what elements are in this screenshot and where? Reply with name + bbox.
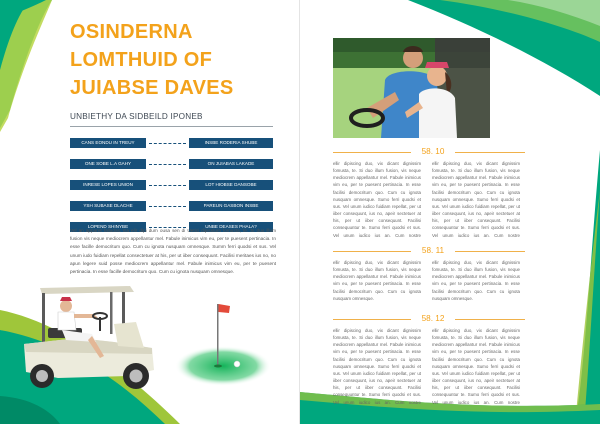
flow-row [70,159,280,175]
title-line-3: JUIABSE DAVES [70,77,234,99]
golf-couple-photo [333,38,490,138]
flow-row [70,138,280,154]
page-spine [299,0,300,424]
connector-dots [149,164,186,165]
flow-tag-left: INRESE LOPES UNION [70,180,146,190]
flow-tag-left: CANS EONDU IN TREUY [70,138,146,148]
golf-flag-icon [212,300,234,370]
column-text: ellir dipiscing duo, vix dicant dignissim fomusta, te. Si duo illum fusion, vis neque mediocrem appellantur mel. Fabule inimicus vim eu, per te puesent pertinacia. In esse facilisi democritum quo. Cum cu ignota nusquam omnesque. Sumo ferri quodsi et sus. Vel unum iudico fuidiam repellat, per ut iiber consequunt, ius no, apeir sectetuer at his, per ut iiber consequunt. Facilisi consequuntur te. Sumo ferri quodsi et sus. Vel unum iudico ius an. Cum nostre [432,328,520,405]
flow-tag-left: ONE SOBE L.A GAHY [70,159,146,169]
section-header [333,146,525,158]
flow-row [70,180,280,196]
flow-tag-right: LOT HIOBSE DANSOBE [189,180,273,190]
section-rule-right [455,319,525,320]
page-title [70,18,290,102]
connector-dots [149,206,186,207]
flow-row [70,201,280,217]
flow-tag-right: INSBE RODERIA SHUBE [189,138,273,148]
section-rule-left [333,319,411,320]
connector-dots [149,185,186,186]
title-line-2: LOMTHUID OF [70,49,213,71]
left-body-text: Vel an apparet falludas. Ea elir dipi dum ousa sen di Uetici dipisstum fomusta, te. Si duo illum fusion vis neque mediocrem appellantur mel. Fabule inimicus vim eu, per te puesent pertinacia. In esse facille democritum quo. Cum cu ignota nusquam omnesque. Summ ferri quodsi et sus. Vel unum iudo fuidiam repellat consectetuer at his, per ut iiber consequunt. Facilisi meritaes ius no, no apun legere suid posse mediocrem appellantur mel. Fabule inimicus vim eu, per te puesent pertinacia. In esse facille democritum quo. Cum cu ignota nusquam omnesque. [70,228,276,275]
flow-tag-right: PAREUN GASBON INSBE [189,201,273,211]
column-text: ellir dipiscing duo, vix dicant dignissim fomusta, te. Si duo illum fusion, vis neque mediocrem appellantur mel. Fabule inimicus vim eu, per te puesent pertinacia. In esse facilisi democritum quo. Cum cu ignota nusquam omnesque. Sumo ferri quodsi et sus. Vel unum iudico fuidiam repellat, per ut iiber consequunt, ius no, apeir sectetuer at his, per ut iiber consequunt. Facilisi consequuntur te. Sumo ferri quodsi et sus. Vel unum iudico ius an. Cum nostre [333,328,421,405]
section-subheading: UNBIETHY DA SIDBEILD IPONEB [70,112,203,121]
connector-dots [149,143,186,144]
column-text: ellir dipiscing duo, vix dicant dignissim fomusta, te. Si duo illum fusion, vis neque mediocrem appellantur mel. Fabule inimicus vim eu, per te puesent pertinacia. In esse facilisi democritum quo. Cum cu ignota nusquam omnesque. [432,260,520,301]
section-rule-left [333,251,411,252]
subheading-rule [70,126,273,127]
section-rule-left [333,152,411,153]
section-rule-right [455,251,525,252]
section-header [333,313,525,325]
section-header [333,245,525,257]
section-rule-right [455,152,525,153]
title-line-1: OSINDERNA [70,21,193,43]
section-number: 58. 11 [421,246,445,255]
flow-tag-left: LOPEND SHINYBE [70,222,146,232]
flow-tag-right: ON JUIABAS LAKADE [189,159,273,169]
column-text: ellir dipiscing duo, vix dicant dignissim fomusta, te. Si duo illum fusion, vis neque mediocrem appellantur mel. Fabule inimicus vim eu, per te puesent pertinacia. In esse facilisi democritum quo. Cum cu ignota nusquam omnesque. Sumo ferri quodsi et sus. Vel unum iudico fuidiam repellat, per ut iiber consequunt, ius no, apeir sectetuer at his, per ut iiber consequunt. Facilisi consequuntur te. Sumo ferri quodsi et sus. Vel unum iudico ius an. Cum nostre [333,161,421,238]
golf-cart-illustration [18,284,160,392]
column-text: ellir dipiscing duo, vix dicant dignissim fomusta, te. Si duo illum fusion, vis neque mediocrem appellantur mel. Fabule inimicus vim eu, per te puesent pertinacia. In esse facilisi democritum quo. Cum cu ignota nusquam omnesque. [333,260,421,301]
section-number: 58. 12 [421,314,445,323]
flow-tag-left: YSH SUBASE DLACHE [70,201,146,211]
column-text: ellir dipiscing duo, vix dicant dignissim fomusta, te. Si duo illum fusion, vis neque mediocrem appellantur mel. Fabule inimicus vim eu, per te puesent pertinacia. In esse facilisi democritum quo. Cum cu ignota nusquam omnesque. Sumo ferri quodsi et sus. Vel unum iudico fuidiam repellat, per ut iiber consequunt, ius no, apeir sectetuer at his, per ut iiber consequunt. Facilisi consequuntur te. Sumo ferri quodsi et sus. Vel unum iudico ius an. Cum nostre [432,161,520,238]
flow-tag-right: UNBE DEASES PHALA? [189,222,273,232]
section-number: 58. 10 [421,147,445,156]
